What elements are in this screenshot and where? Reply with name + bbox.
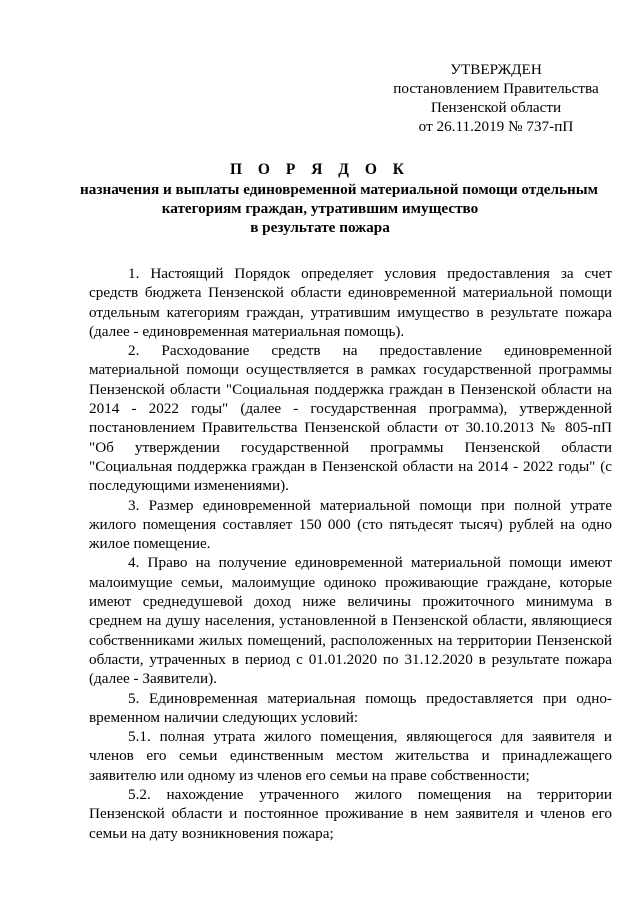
document-title	[80, 160, 599, 237]
approval-by-resolution: постановлением Правительства	[393, 80, 599, 97]
paragraph-3: 3. Размер единовременной материальной помощи при полной утрате жилого помещения составляет 150 000 (сто пятьдесят тысяч) рублей на одно жилое помещение.	[89, 496, 612, 553]
title-line-1: назначения и выплаты единовременной материальной помощи отдельным	[80, 181, 599, 198]
paragraph-4: 4. Право на получение единовременной материальной помощи имеют малоимущие семьи, малоимущие одиноко проживающие граждане, которые имеют среднедушевой доход ниже величины прожиточного минимума в среднем на душу населения, установленной в Пензенской области, являющиеся собственниками жилых помещений, расположенных на территории Пензенской области, утраченных в период с 01.01.2020 по 31.12.2020 в результате пожара (далее - Заявители).	[89, 554, 612, 688]
title-line-3: в результате пожара	[250, 219, 390, 236]
paragraph-5-2: 5.2. нахождение утраченного жилого помещения на территории Пензенской области и постоянное проживание в нем заявителя и членов его семьи на дату возникновения пожара;	[89, 786, 612, 842]
paragraph-2: 2. Расходование средств на предоставление единовременной материальной помощи осуществляется в рамках государственной программы Пензенской области "Социальная поддержка граждан в Пензенской области на 2014 - 2022 годы" (далее - государственная программа), утвержденной постановлением Правительства Пензенской области от 30.10.2013 № 805-пП "Об утверждении государственной программы Пензенской области "Социальная поддержка граждан в Пензенской области на 2014 - 2022 годы" (с последующими изменениями).	[89, 342, 612, 495]
document-body	[89, 264, 612, 843]
approval-date-number: от 26.11.2019 № 737-пП	[418, 118, 574, 135]
paragraph-5-1: 5.1. полная утрата жилого помещения, являющегося для заявителя и членов его семьи единственным местом жительства и принадлежащего заявителю или одному из членов его семьи на праве собственности;	[89, 728, 612, 784]
approval-stamp-block	[380, 60, 612, 136]
paragraph-5: 5. Единовременная материальная помощь предоставляется при одно-временном наличии следующих условий:	[89, 689, 612, 726]
approval-approved: УТВЕРЖДЕН	[450, 61, 542, 78]
paragraph-1: 1. Настоящий Порядок определяет условия предоставления за счет средств бюджета Пензенской области единовременной материальной помощи отдельным категориям граждан, утратившим имущество в результате пожара (далее - единовременная материальная помощь).	[89, 265, 612, 340]
approval-region: Пензенской области	[430, 99, 562, 116]
title-line-2: категориям граждан, утратившим имущество	[161, 200, 479, 217]
title-heading: П О Р Я Д О К	[230, 161, 410, 178]
